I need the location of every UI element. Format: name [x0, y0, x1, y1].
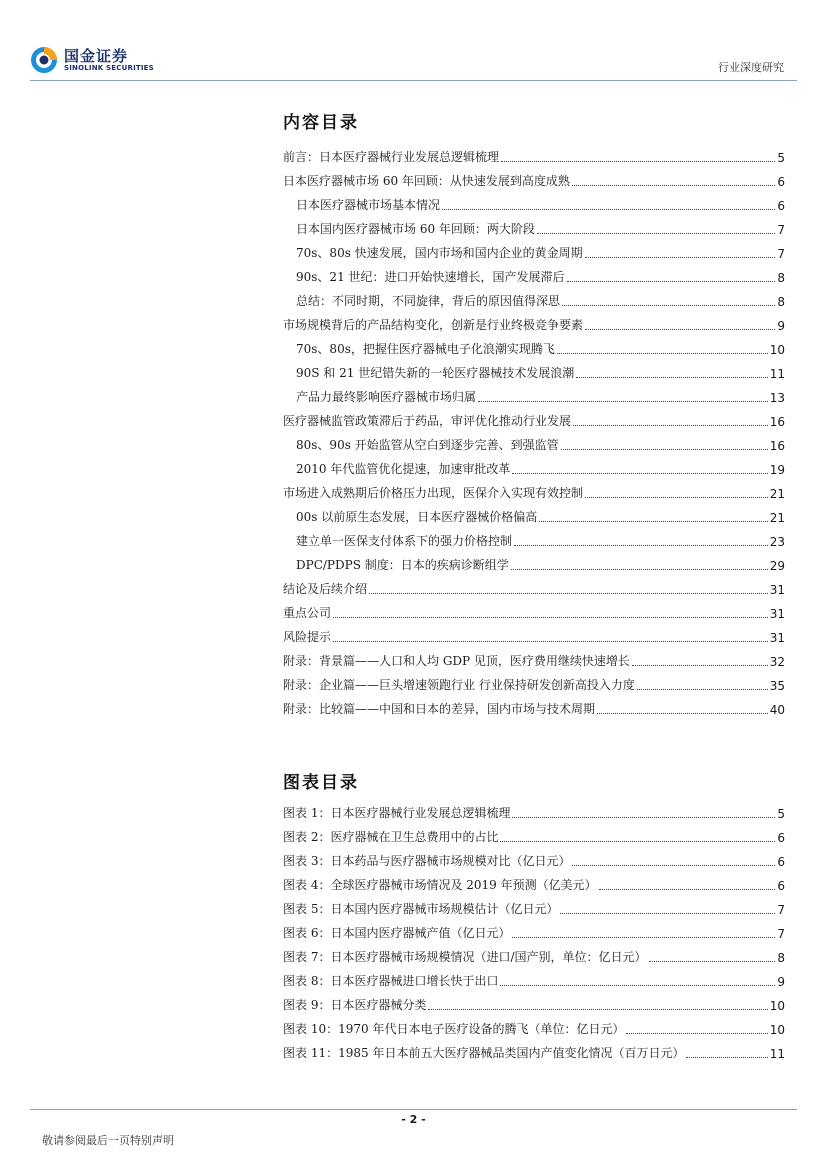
dot-leader [512, 473, 767, 474]
toc-entry[interactable] [283, 381, 785, 405]
toc-entry[interactable] [283, 645, 785, 669]
toc-entry-title: 市场规模背后的产品结构变化，创新是行业终极竞争要素 [283, 318, 584, 332]
dot-leader [572, 865, 775, 866]
toc-entry[interactable] [283, 501, 785, 525]
footer-divider [30, 1109, 797, 1110]
toc-entry-title: 90S 和 21 世纪错失新的一轮医疗器械技术发展浪潮 [296, 366, 575, 380]
toc-entry-page: 9 [777, 319, 785, 333]
toc-entry-page: 7 [777, 223, 785, 237]
toc-entry-page: 23 [769, 535, 785, 549]
toc-entry[interactable] [283, 597, 785, 621]
dot-leader [626, 1033, 767, 1034]
toc-entry-page: 35 [769, 679, 785, 693]
toc-entry-title: 产品力最终影响医疗器械市场归属 [296, 390, 477, 404]
dot-leader [567, 281, 776, 282]
toc-entry-page: 40 [769, 703, 785, 717]
dot-leader [561, 449, 768, 450]
figure-entry-title: 图表 9：日本医疗器械分类 [283, 998, 427, 1012]
figure-entry[interactable] [283, 1013, 785, 1037]
dot-leader [585, 497, 768, 498]
dot-leader [686, 1057, 767, 1058]
dot-leader [500, 841, 775, 842]
toc-entry-title: 日本医疗器械市场 60 年回顾：从快速发展到高度成熟 [283, 174, 570, 188]
toc-entry-title: 2010 年代监管优化提速，加速审批改革 [296, 462, 511, 476]
toc-entry-page: 16 [769, 439, 785, 453]
dot-leader [637, 689, 768, 690]
toc-entry-page: 5 [777, 151, 785, 165]
toc-entry[interactable] [283, 573, 785, 597]
dot-leader [537, 233, 775, 234]
figure-entry[interactable] [283, 893, 785, 917]
toc-entry[interactable] [283, 453, 785, 477]
toc-entry-title: 总结：不同时期，不同旋律，背后的原因值得深思 [296, 294, 561, 308]
figure-entry-page: 9 [777, 975, 785, 989]
toc-entry-title: 80s、90s 开始监管从空白到逐步完善、到强监管 [296, 438, 559, 452]
toc-entry[interactable] [283, 333, 785, 357]
toc-entry-page: 31 [769, 583, 785, 597]
toc-entry[interactable] [283, 237, 785, 261]
dot-leader [501, 161, 775, 162]
dot-leader [511, 569, 768, 570]
toc-entry-title: 医疗器械监管政策滞后于药品，审评优化推动行业发展 [283, 414, 572, 428]
toc-entry[interactable] [283, 477, 785, 501]
figure-entry-title: 图表 6：日本国内医疗器械产值（亿日元） [283, 926, 511, 940]
toc-entry-page: 6 [777, 199, 785, 213]
dot-leader [632, 665, 768, 666]
toc-entry-title: 建立单一医保支付体系下的强力价格控制 [296, 534, 513, 548]
toc-entry-page: 6 [777, 175, 785, 189]
dot-leader [576, 377, 768, 378]
toc-entry-title: 附录：比较篇——中国和日本的差异，国内市场与技术周期 [283, 702, 596, 716]
toc-entry-page: 21 [769, 487, 785, 501]
figure-entry-page: 6 [777, 855, 785, 869]
toc-entry[interactable] [283, 189, 785, 213]
figure-entry-page: 10 [769, 999, 785, 1013]
figure-entry[interactable] [283, 797, 785, 821]
toc-entry-page: 16 [769, 415, 785, 429]
toc-entry[interactable] [283, 309, 785, 333]
toc-entry-title: 日本国内医疗器械市场 60 年回顾：两大阶段 [296, 222, 535, 236]
figure-entry[interactable] [283, 989, 785, 1013]
toc-entry-title: 重点公司 [283, 606, 332, 620]
toc-entry[interactable] [283, 285, 785, 309]
toc-entry-title: 70s、80s 快速发展，国内市场和国内企业的黄金周期 [296, 246, 583, 260]
dot-leader [369, 593, 768, 594]
toc-entry-title: DPC/PDPS 制度：日本的疾病诊断组学 [296, 558, 509, 572]
dot-leader [597, 713, 768, 714]
dot-leader [500, 985, 775, 986]
figure-list-title: 图表目录 [283, 773, 359, 793]
figure-entry-page: 7 [777, 903, 785, 917]
toc-entry[interactable] [283, 213, 785, 237]
figure-entry-title: 图表 1：日本医疗器械行业发展总逻辑梳理 [283, 806, 511, 820]
toc-entry-title: 日本医疗器械市场基本情况 [296, 198, 441, 212]
toc-entry-title: 90s、21 世纪：进口开始快速增长，国产发展滞后 [296, 270, 565, 284]
figure-entry-page: 8 [777, 951, 785, 965]
toc-entry-title: 附录：企业篇——巨头增速领跑行业 行业保持研发创新高投入力度 [283, 678, 635, 692]
dot-leader [572, 185, 775, 186]
dot-leader [585, 329, 775, 330]
dot-leader [442, 209, 775, 210]
toc-entry-page: 13 [769, 391, 785, 405]
toc-entry-title: 附录：背景篇——人口和人均 GDP 见顶，医疗费用继续快速增长 [283, 654, 630, 668]
figure-entry-page: 11 [769, 1047, 785, 1061]
toc-entry[interactable] [283, 669, 785, 693]
dot-leader [562, 305, 775, 306]
figure-entry-page: 6 [777, 831, 785, 845]
toc-entry[interactable] [283, 693, 785, 717]
figure-entry[interactable] [283, 869, 785, 893]
toc-entry-page: 8 [777, 271, 785, 285]
dot-leader [539, 521, 767, 522]
toc-entry-title: 前言：日本医疗器械行业发展总逻辑梳理 [283, 150, 500, 164]
toc-entry-page: 19 [769, 463, 785, 477]
toc-entry[interactable] [283, 357, 785, 381]
figure-entry-page: 10 [769, 1023, 785, 1037]
figure-entry[interactable] [283, 821, 785, 845]
figure-entry[interactable] [283, 941, 785, 965]
disclaimer-note: 敬请参阅最后一页特别声明 [42, 1134, 174, 1147]
toc-entry-page: 32 [769, 655, 785, 669]
dot-leader [333, 617, 768, 618]
toc-entry[interactable] [283, 525, 785, 549]
logo-english-name: SINOLINK SECURITIES [64, 63, 154, 72]
dot-leader [585, 257, 776, 258]
figure-entry-page: 5 [777, 807, 785, 821]
toc-entry[interactable] [283, 621, 785, 645]
figure-entry-page: 7 [777, 927, 785, 941]
dot-leader [512, 937, 775, 938]
toc-entry-page: 21 [769, 511, 785, 525]
toc-entry-page: 31 [769, 631, 785, 645]
figure-entry-title: 图表 5：日本国内医疗器械市场规模估计（亿日元） [283, 902, 559, 916]
dot-leader [514, 545, 768, 546]
toc-entry[interactable] [283, 405, 785, 429]
figure-entry-title: 图表 8：日本医疗器械进口增长快于出口 [283, 974, 499, 988]
toc-entry-page: 10 [769, 343, 785, 357]
figure-entry-title: 图表 11：1985 年日本前五大医疗器械品类国内产值变化情况（百万日元） [283, 1046, 685, 1060]
toc-entry-page: 29 [769, 559, 785, 573]
sinolink-logo-icon [30, 46, 58, 74]
toc-entry[interactable] [283, 141, 785, 165]
dot-leader [573, 425, 768, 426]
figure-entry-title: 图表 7：日本医疗器械市场规模情况（进口/国产别，单位：亿日元） [283, 950, 647, 964]
header-divider [30, 80, 797, 81]
dot-leader [557, 353, 768, 354]
toc-list [283, 141, 785, 717]
dot-leader [478, 401, 768, 402]
toc-entry-title: 70s、80s，把握住医疗器械电子化浪潮实现腾飞 [296, 342, 555, 356]
toc-entry[interactable] [283, 261, 785, 285]
figure-entry-page: 6 [777, 879, 785, 893]
dot-leader [599, 889, 776, 890]
page-number: - 2 - [401, 1113, 426, 1126]
dot-leader [428, 1009, 767, 1010]
toc-entry-page: 11 [769, 367, 785, 381]
figure-list [283, 797, 785, 1061]
dot-leader [560, 913, 775, 914]
toc-entry-title: 结论及后续介绍 [283, 582, 368, 596]
report-type-label: 行业深度研究 [718, 61, 784, 74]
figure-entry[interactable] [283, 1037, 785, 1061]
dot-leader [512, 817, 775, 818]
toc-entry[interactable] [283, 165, 785, 189]
toc-entry-title: 00s 以前原生态发展，日本医疗器械价格偏高 [296, 510, 538, 524]
toc-entry-title: 市场进入成熟期后价格压力出现，医保介入实现有效控制 [283, 486, 584, 500]
dot-leader [649, 961, 776, 962]
company-logo [30, 46, 154, 74]
figure-entry-title: 图表 10：1970 年代日本电子医疗设备的腾飞（单位：亿日元） [283, 1022, 625, 1036]
figure-entry[interactable] [283, 965, 785, 989]
toc-entry-title: 风险提示 [283, 630, 332, 644]
figure-entry-title: 图表 4：全球医疗器械市场情况及 2019 年预测（亿美元） [283, 878, 597, 892]
toc-title: 内容目录 [283, 113, 359, 133]
figure-entry-title: 图表 3：日本药品与医疗器械市场规模对比（亿日元） [283, 854, 571, 868]
toc-entry[interactable] [283, 429, 785, 453]
toc-entry-page: 7 [777, 247, 785, 261]
figure-entry[interactable] [283, 845, 785, 869]
toc-entry[interactable] [283, 549, 785, 573]
dot-leader [333, 641, 768, 642]
figure-entry[interactable] [283, 917, 785, 941]
toc-entry-page: 8 [777, 295, 785, 309]
logo-chinese-name: 国金证券 [64, 46, 129, 65]
toc-entry-page: 31 [769, 607, 785, 621]
figure-entry-title: 图表 2：医疗器械在卫生总费用中的占比 [283, 830, 499, 844]
